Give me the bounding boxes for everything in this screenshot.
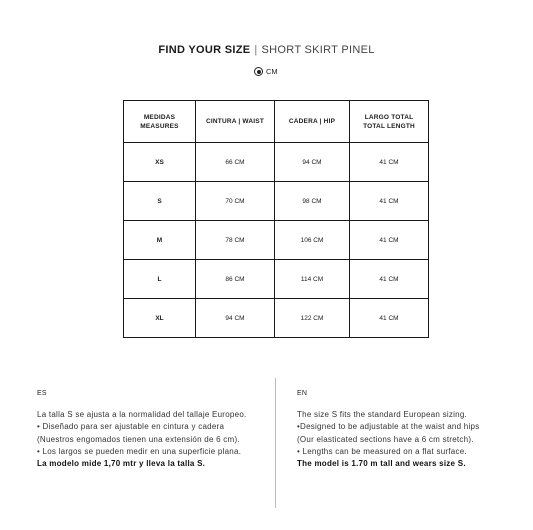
cell-waist: 66 CM [196,143,275,182]
cell-length: 41 CM [350,182,429,221]
table-row [124,221,429,260]
unit-option-cm[interactable] [254,67,278,76]
note-line: La talla S se ajusta a la normalidad del tallaje Europeo. [37,410,247,420]
unit-label: CM [266,67,278,76]
cell-size: M [124,221,196,260]
note-line: (Nuestros engomados tienen una extensión de 6 cm). [37,434,240,444]
table-header-row [124,101,429,143]
radio-dot [257,70,261,74]
cell-waist: 86 CM [196,260,275,299]
radio-selected-icon[interactable] [254,67,263,76]
cell-waist: 70 CM [196,182,275,221]
table-row [124,182,429,221]
cell-size: XS [124,143,196,182]
table-row [124,143,429,182]
table-row [124,299,429,338]
cell-waist: 78 CM [196,221,275,260]
note-line: The size S fits the standard European sizing. [297,410,468,420]
header-waist: CINTURA | WAIST [196,101,275,143]
header-measures: MEDIDAS MEASURES [124,101,196,143]
header-hip: CADERA | HIP [275,101,350,143]
cell-length: 41 CM [350,299,429,338]
title-subtitle: SHORT SKIRT PINEL [261,44,375,56]
note-line: • Diseñado para ser ajustable en cintura y cadera [37,422,225,432]
note-line: (Our elasticated sections have a 6 cm stretch). [297,434,474,444]
note-line: • Los largos se pueden medir en una superficie plana. [37,446,242,456]
title-separator: | [254,44,258,56]
size-table [123,100,429,338]
table-row [124,260,429,299]
model-note: The model is 1.70 m tall and wears size S. [297,459,466,469]
notes-en [297,388,479,470]
lang-label-en: EN [297,390,308,397]
cell-hip: 114 CM [275,260,350,299]
cell-size: L [124,260,196,299]
cell-length: 41 CM [350,221,429,260]
page-title [0,44,533,56]
cell-size: S [124,182,196,221]
notes-es [37,388,246,470]
note-line: • Lengths can be measured on a flat surface. [297,446,467,456]
model-note: La modelo mide 1,70 mtr y lleva la talla S. [37,459,206,469]
lang-label-es: ES [37,390,47,397]
title-main: FIND YOUR SIZE [158,44,251,56]
cell-hip: 94 CM [275,143,350,182]
cell-waist: 94 CM [196,299,275,338]
cell-length: 41 CM [350,143,429,182]
cell-hip: 122 CM [275,299,350,338]
column-divider [275,378,276,508]
cell-length: 41 CM [350,260,429,299]
note-line: •Designed to be adjustable at the waist and hips [297,422,480,432]
header-length: LARGO TOTAL TOTAL LENGTH [350,101,429,143]
cell-hip: 106 CM [275,221,350,260]
cell-hip: 98 CM [275,182,350,221]
cell-size: XL [124,299,196,338]
